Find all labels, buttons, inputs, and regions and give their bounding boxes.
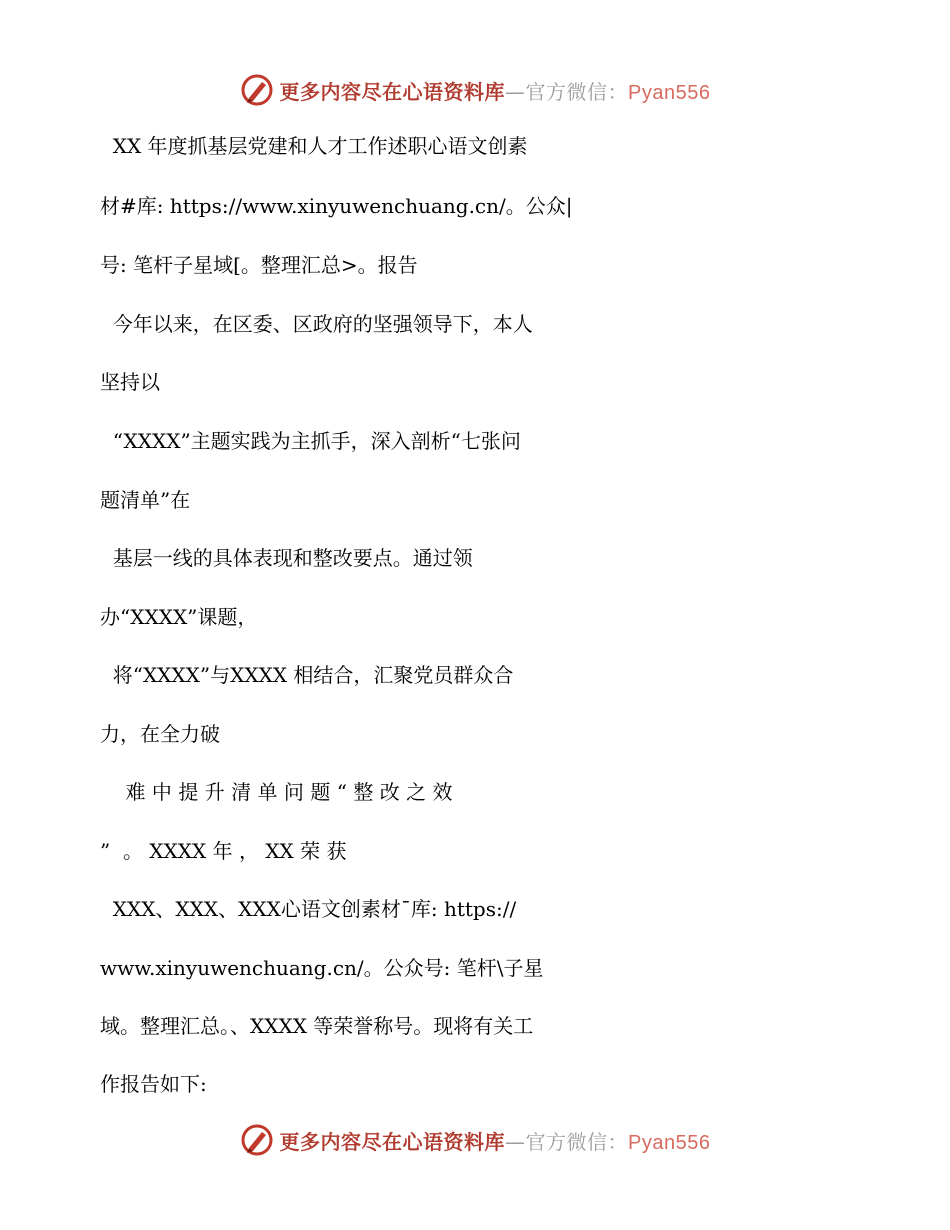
text-line: “XXXX”主题实践为主抓手，深入剖析“七张问 <box>100 429 521 453</box>
text-line: 难中提升清单问题“整改之效 <box>100 780 459 804</box>
text-line: 基层一线的具体表现和整改要点。通过领 <box>100 546 473 570</box>
text-line: 题清单”在 <box>100 488 191 512</box>
text-line: 力，在全力破 <box>100 722 220 746</box>
text-line: www.xinyuwenchuang.cn/。公众号: 笔杆\子星 <box>100 956 544 980</box>
text-line: 办“XXXX”课题， <box>100 605 258 629</box>
text-line: 材#库: https://www.xinyuwenchuang.cn/。公众| <box>100 194 573 218</box>
text-line: XX 年度抓基层党建和人才工作述职心语文创素 <box>100 134 528 158</box>
text-line: 作报告如下: <box>100 1072 207 1096</box>
text-line: 坚持以 <box>100 370 160 394</box>
watermark-text: 更多内容尽在心语资料库—官方微信：Pyan556 <box>279 79 711 104</box>
footer-watermark <box>0 1120 950 1160</box>
pen-logo-icon <box>240 1123 274 1157</box>
text-line: 将“XXXX”与XXXX 相结合，汇聚党员群众合 <box>100 663 514 687</box>
text-line: 域。整理汇总。、XXXX 等荣誉称号。现将有关工 <box>100 1014 534 1038</box>
watermark-text: 更多内容尽在心语资料库—官方微信：Pyan556 <box>279 1129 711 1154</box>
text-line: XXX、XXX、XXX心语文创素材¯库: https:// <box>100 897 517 921</box>
text-line: 号: 笔杆子星域[。整理汇总>。报告 <box>100 253 418 277</box>
text-line: ” 。 XXXX 年 ， XX 荣 获 <box>100 839 347 863</box>
text-line: 今年以来，在区委、区政府的坚强领导下，本人 <box>100 312 533 336</box>
